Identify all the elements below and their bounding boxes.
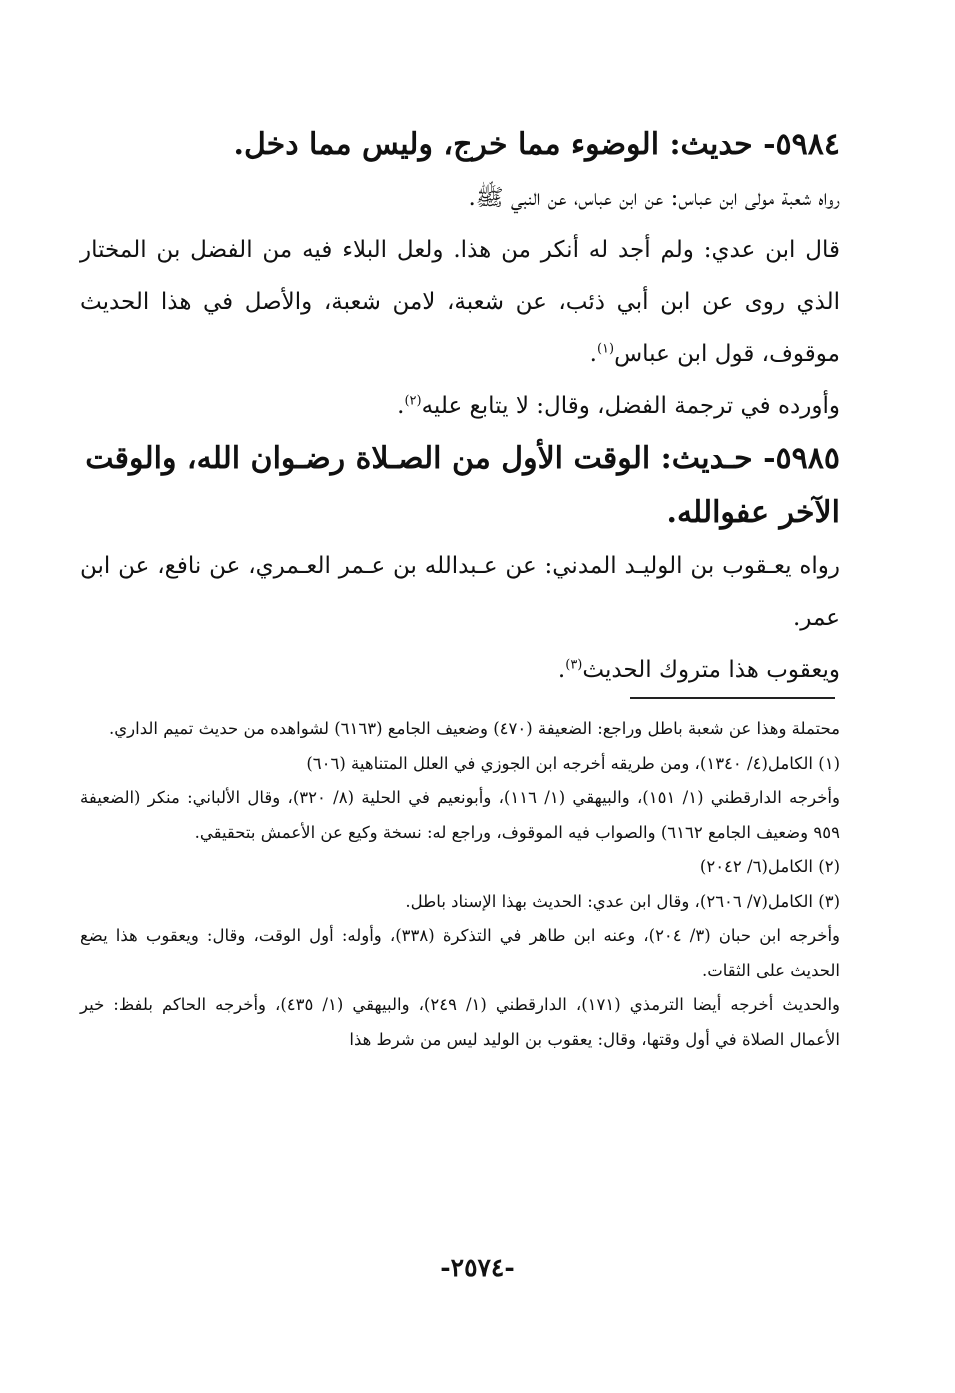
footnote-2: (٢) الكامل(٦/ ٢٠٤٢): [699, 857, 840, 876]
footnote-ref[interactable]: (٣): [565, 657, 583, 673]
main-text: [80, 118, 840, 696]
footnote-1-continued: وأخرجه الدارقطني (١/ ١٥١)، والبيهقي (١/ ١١٦)، وأبونعيم في الحلية (٨/ ٣٢٠)، وقال الألباني: منكر (الضعيفة ٩٥٩ وضعيف الجامع ٦١٦٢) والصواب فيه الموقوف، وراجع له: نسخة وكيع عن الأعمش بتحقيقي.: [80, 788, 840, 842]
footnote-ref[interactable]: (١): [596, 341, 615, 357]
paragraph-end: .: [557, 657, 566, 683]
paragraph-end: .: [397, 393, 405, 419]
footnote-3: (٣) الكامل(٧/ ٢٦٠٦)، وقال ابن عدي: الحديث بهذا الإسناد باطل.: [405, 891, 840, 911]
commentary-paragraph: [80, 224, 840, 380]
paragraph-text: وأورده في ترجمة الفضل، وقال: لا يتابع عليه: [421, 393, 840, 419]
commentary-paragraph: [80, 380, 840, 432]
hadith-heading-5985: ٥٩٨٥- حـديث: الوقت الأول من الصـلاة رضـوان الله، والوقت الآخر عفوالله.: [85, 441, 840, 530]
page-number: -٢٥٧٤-: [440, 1253, 515, 1282]
footnote-separator: [630, 697, 835, 699]
narration-paragraph: رواه شعبة مولى ابن عباس: عن ابن عباس، عن النبي ﷺ.: [468, 185, 840, 211]
footnote-ref[interactable]: (٢): [404, 393, 422, 409]
footnote-3-continued: والحديث أخرجه أيضا الترمذي (١٧١)، الدارقطني (١/ ٢٤٩)، والبيهقي (١/ ٤٣٥)، وأخرجه الحاكم بلفظ: خير الأعمال الصلاة في أول وقتها، وقال: يعقوب بن الوليد ليس من شرط هذا: [80, 995, 841, 1049]
commentary-paragraph: [80, 644, 840, 696]
hadith-heading-5984: ٥٩٨٤- حديث: الوضوء مما خرج، وليس مما دخل.: [233, 127, 840, 162]
footnote-1: (١) الكامل(٤/ ١٣٤٠)، ومن طريقه أخرجه ابن الجوزي في العلل المتناهية (٦٠٦): [306, 753, 840, 773]
footnote-continuation: محتملة وهذا عن شعبة باطل وراجع: الضعيفة (٤٧٠) وضعيف الجامع (٦١٦٣) لشواهده من حديث تميم الداري.: [109, 719, 840, 738]
paragraph-end: .: [589, 341, 597, 367]
footnotes: [80, 712, 840, 1057]
footnote-3-continued: وأخرجه ابن حبان (٣/ ٢٠٤)، وعنه ابن طاهر في التذكرة (٣٣٨)، وأوله: أول الوقت، وقال: ويعقوب هذا يضع الحديث على الثقات.: [80, 926, 840, 980]
paragraph-text: قال ابن عدي: ولم أجد له أنكر من هذا. ولعل البلاء فيه من الفضل بن المختار الذي روى عن ابن أبي ذئب، عن شعبة، لامن شعبة، والأصل في هذا الحديث موقوف، قول ابن عباس: [80, 237, 840, 367]
paragraph-text: ويعقوب هذا متروك الحديث: [582, 657, 840, 683]
narration-paragraph: رواه يعـقوب بن الوليـد المدني: عن عـبدالله بن عـمر العـمري، عن نافع، عن ابن عمر.: [80, 553, 840, 631]
